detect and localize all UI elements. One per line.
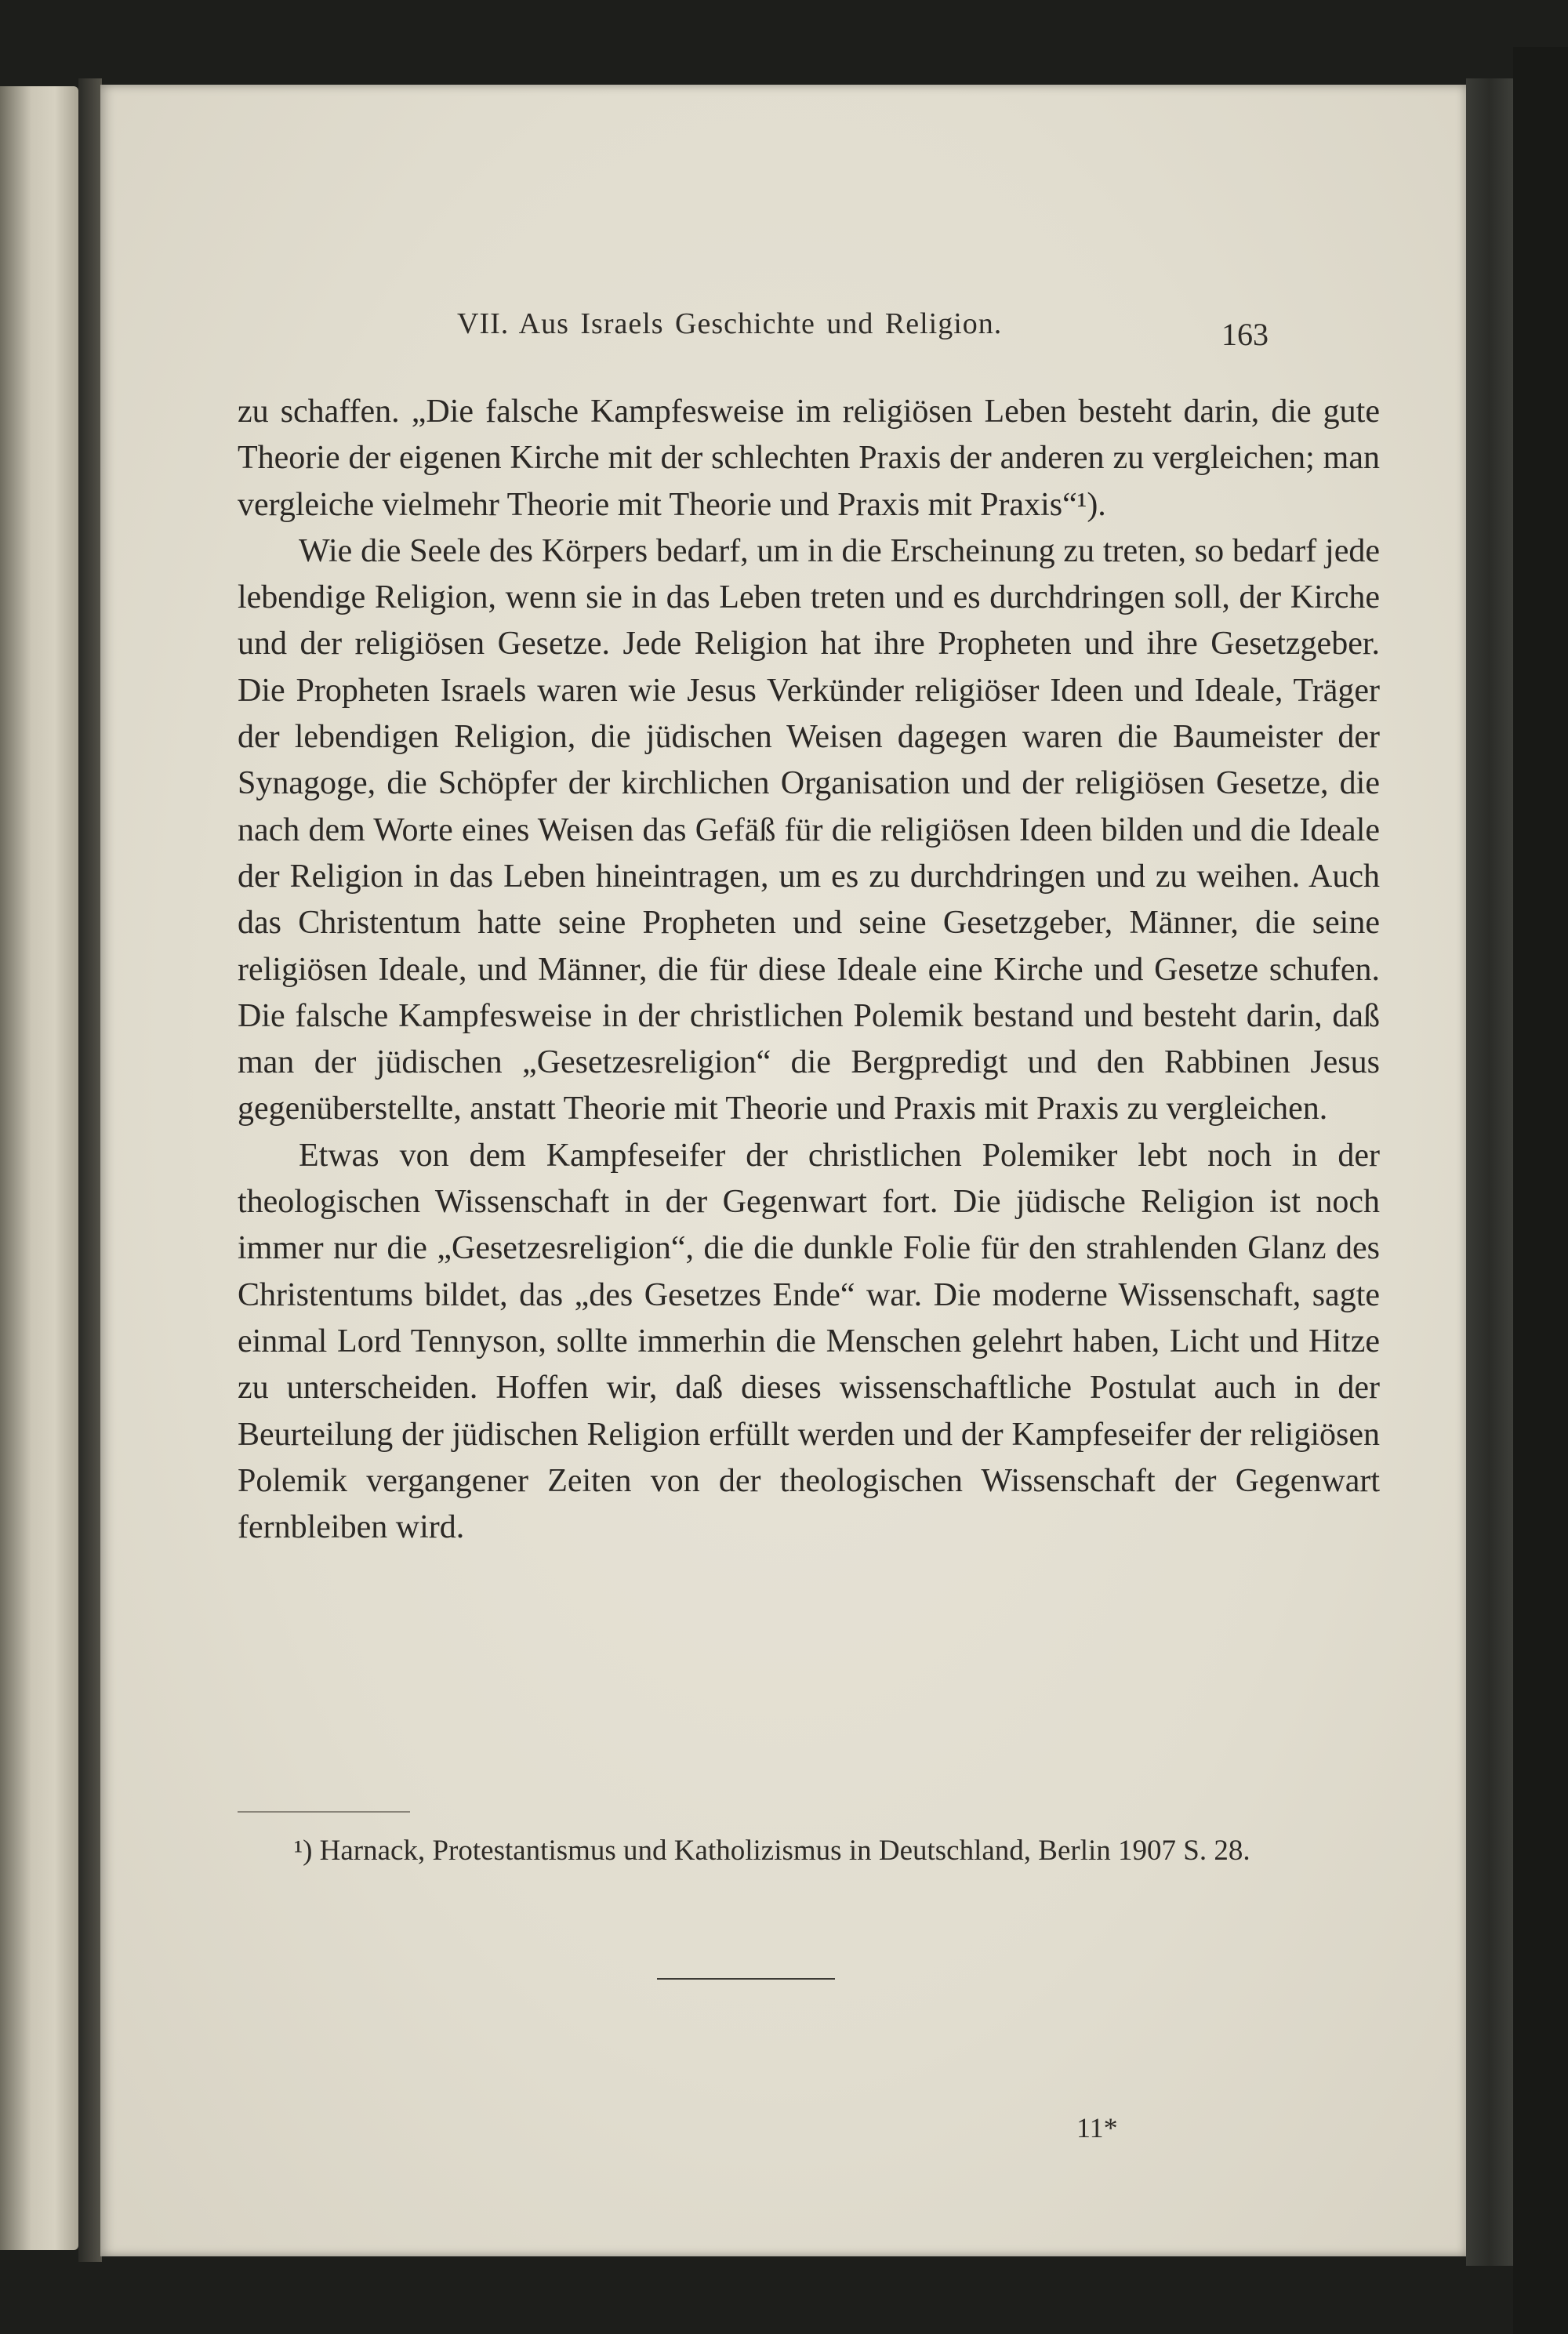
- signature-mark: 11*: [1076, 2112, 1118, 2143]
- page-number: 163: [1221, 317, 1269, 352]
- paragraph-1: zu schaffen. „Die falsche Kampfesweise im religiösen Leben besteht darin, die gute Theorie der eigenen Kirche mit der schlechten Praxis der anderen zu vergleichen; man vergleiche vielmehr Theorie mit Theorie und Praxis mit Praxis“¹).: [238, 394, 1380, 523]
- paragraph-3: Etwas von dem Kampfeseifer der christlichen Polemiker lebt noch in der theologischen Wissenschaft in der Gegenwart fort. Die jüdische Religion ist noch immer nur die „Gesetzesreligion“, die die dunkle Folie für den strahlenden Glanz des Christentums bildet, das „des Gesetzes Ende“ war. Die moderne Wissenschaft, sagte einmal Lord Tennyson, sollte immerhin die Menschen gelehrt haben, Licht und Hitze zu unterscheiden. Hoffen wir, daß dieses wissenschaftliche Postulat auch in der Beurteilung der jüdischen Religion erfüllt werden und der Kampfeseifer der religiösen Polemik vergangener Zeiten von der theologischen Wissenschaft der Gegenwart fernbleiben wird.: [238, 1137, 1380, 1546]
- footnote-text: ¹) Harnack, Protestantismus und Katholizismus in Deutschland, Berlin 1907 S. 28.: [294, 1835, 1250, 1867]
- paragraph-2: Wie die Seele des Körpers bedarf, um in die Erscheinung zu treten, so bedarf jede lebendige Religion, wenn sie in das Leben treten und es durchdringen soll, der Kirche und der religiösen Gesetze. Jede Religion hat ihre Propheten und ihre Gesetzgeber. Die Propheten Israels waren wie Jesus Verkünder religiöser Ideen und Ideale, Träger der lebendigen Religion, die jüdischen Weisen dagegen waren die Baumeister der Synagoge, die Schöpfer der kirchlichen Organisation und der religiösen Gesetze, die nach dem Worte eines Weisen das Gefäß für die religiösen Ideen bilden und die Ideale der Religion in das Leben hineintragen, um es zu durchdringen und zu weihen. Auch das Christentum hatte seine Propheten und seine Gesetzgeber, Männer, die seine religiösen Ideale, und Männer, die für diese Ideale eine Kirche und Gesetze schufen. Die falsche Kampfesweise in der christlichen Polemik bestand und besteht darin, daß man der jüdischen „Gesetzesreligion“ die Bergpredigt und den Rabbinen Jesus gegenüberstellte, anstatt Theorie mit Theorie und Praxis mit Praxis zu vergleichen.: [238, 532, 1380, 1127]
- left-page-edge: [0, 86, 78, 2250]
- background-cover: [1513, 47, 1568, 2334]
- footnote-separator: [238, 1811, 410, 1813]
- running-head: VII. Aus Israels Geschichte und Religion.: [457, 307, 1003, 340]
- page-stack-edge: [1466, 78, 1513, 2266]
- book-page: [100, 85, 1466, 2256]
- footnote: [238, 1831, 1380, 1871]
- end-rule: [657, 1978, 835, 1980]
- body-text: [238, 389, 1380, 1551]
- book-gutter: [78, 78, 102, 2262]
